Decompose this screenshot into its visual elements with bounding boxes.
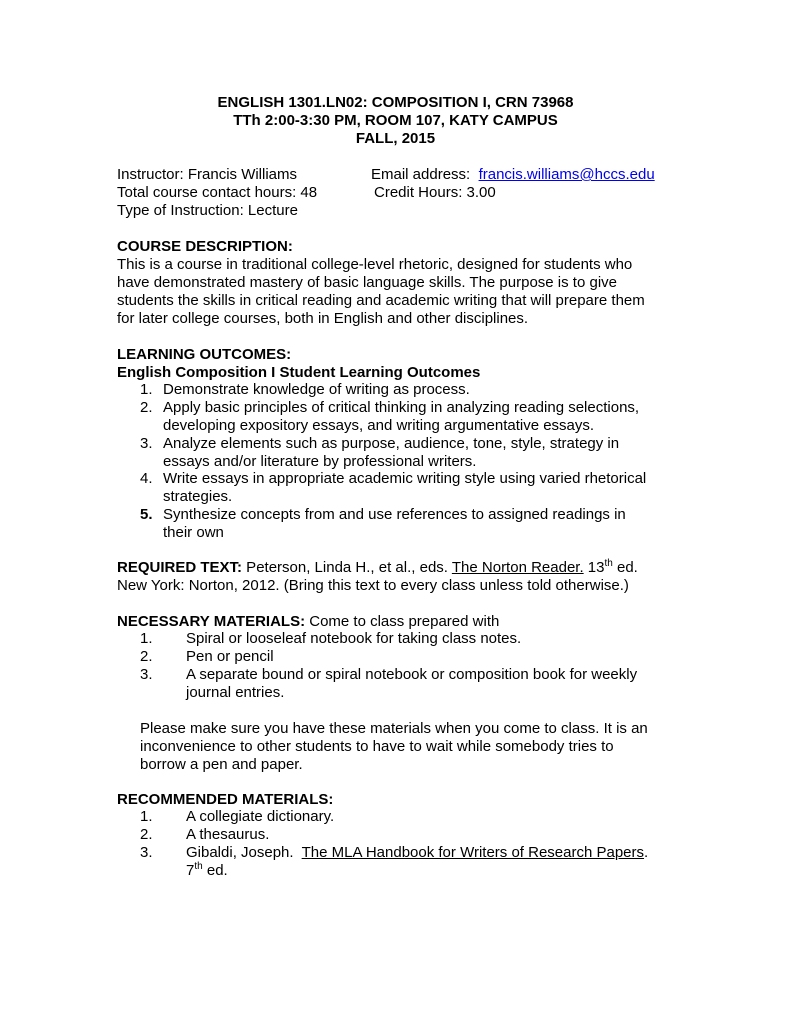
course-description-line: students the skills in critical reading and academic writing that will prepare them (117, 292, 645, 309)
course-term: FALL, 2015 (355, 130, 436, 147)
course-description-heading: COURSE DESCRIPTION: (117, 238, 293, 255)
outcome-number: 4. (140, 470, 153, 487)
necessary-materials-line (117, 613, 499, 631)
material-text: journal entries. (186, 684, 285, 701)
outcome-text: Analyze elements such as purpose, audience, tone, style, strategy in (163, 435, 620, 452)
material-text: A separate bound or spiral notebook or composition book for weekly (186, 666, 638, 683)
required-text-authors: Peterson, Linda H., et al., eds. (242, 559, 452, 576)
outcome-text: their own (163, 524, 224, 541)
required-text-line (117, 559, 638, 577)
learning-outcomes-subheading: English Composition I Student Learning Outcomes (117, 364, 481, 381)
instruction-type: Type of Instruction: Lecture (117, 202, 298, 219)
materials-note-line: inconvenience to other students to have to wait while somebody tries to (140, 738, 614, 755)
necessary-materials-intro: Come to class prepared with (305, 613, 500, 630)
instructor-email-link[interactable]: francis.williams@hccs.edu (478, 166, 655, 183)
outcome-text: Demonstrate knowledge of writing as process. (163, 381, 470, 398)
course-description-line: have demonstrated mastery of basic language skills. The purpose is to give (117, 274, 617, 291)
material-number: 3. (140, 666, 153, 683)
course-description-line: This is a course in traditional college-level rhetoric, designed for students who (117, 256, 633, 273)
required-text-edition: 13 (583, 559, 605, 576)
recommended-edition-suffix: th (194, 861, 203, 872)
required-text-edition-suffix: th (604, 558, 613, 569)
material-number: 1. (140, 630, 153, 647)
credit-hours: Credit Hours: 3.00 (374, 184, 496, 201)
outcome-text: Apply basic principles of critical thinking in analyzing reading selections, (163, 399, 640, 416)
required-text-publisher: New York: Norton, 2012. (Bring this text to every class unless told otherwise.) (117, 577, 629, 594)
recommended-text: A thesaurus. (186, 826, 270, 843)
outcome-number: 1. (140, 381, 153, 398)
outcome-text: developing expository essays, and writing argumentative essays. (163, 417, 595, 434)
recommended-number: 1. (140, 808, 153, 825)
required-text-ed: ed. (612, 559, 638, 576)
material-text: Pen or pencil (186, 648, 274, 665)
recommended-edition-number: 7 (186, 862, 195, 879)
necessary-materials-heading: NECESSARY MATERIALS: (117, 613, 306, 630)
outcome-number: 5. (140, 506, 153, 523)
recommended-edition (186, 862, 228, 880)
course-description-line: for later college courses, both in English and other disciplines. (117, 310, 529, 327)
contact-hours: Total course contact hours: 48 (117, 184, 318, 201)
course-schedule: TTh 2:00-3:30 PM, ROOM 107, KATY CAMPUS (233, 112, 558, 129)
recommended-book-title: The MLA Handbook for Writers of Research Papers (301, 844, 645, 861)
outcome-number: 3. (140, 435, 153, 452)
recommended-text: A collegiate dictionary. (186, 808, 335, 825)
materials-note-line: Please make sure you have these materials when you come to class. It is an (140, 720, 648, 737)
email-row (371, 166, 655, 184)
material-text: Spiral or looseleaf notebook for taking class notes. (186, 630, 522, 647)
outcome-text: Write essays in appropriate academic writing style using varied rhetorical (163, 470, 647, 487)
material-number: 2. (140, 648, 153, 665)
required-text-title: The Norton Reader. (451, 559, 584, 576)
recommended-period: . (644, 844, 649, 861)
recommended-edition-ed: ed. (202, 862, 228, 879)
outcome-text: essays and/or literature by professional writers. (163, 453, 477, 470)
required-text-heading: REQUIRED TEXT: (117, 559, 243, 576)
course-title: ENGLISH 1301.LN02: COMPOSITION I, CRN 73968 (217, 94, 574, 111)
materials-note-line: borrow a pen and paper. (140, 756, 303, 773)
outcome-number: 2. (140, 399, 153, 416)
outcome-text: strategies. (163, 488, 233, 505)
recommended-text (186, 844, 648, 862)
learning-outcomes-heading: LEARNING OUTCOMES: (117, 346, 292, 363)
recommended-author: Gibaldi, Joseph. (186, 844, 302, 861)
email-label: Email address: (371, 166, 471, 183)
instructor-name: Instructor: Francis Williams (117, 166, 298, 183)
outcome-text: Synthesize concepts from and use references to assigned readings in (163, 506, 626, 523)
recommended-number: 2. (140, 826, 153, 843)
recommended-materials-heading: RECOMMENDED MATERIALS: (117, 791, 334, 808)
recommended-number: 3. (140, 844, 153, 861)
